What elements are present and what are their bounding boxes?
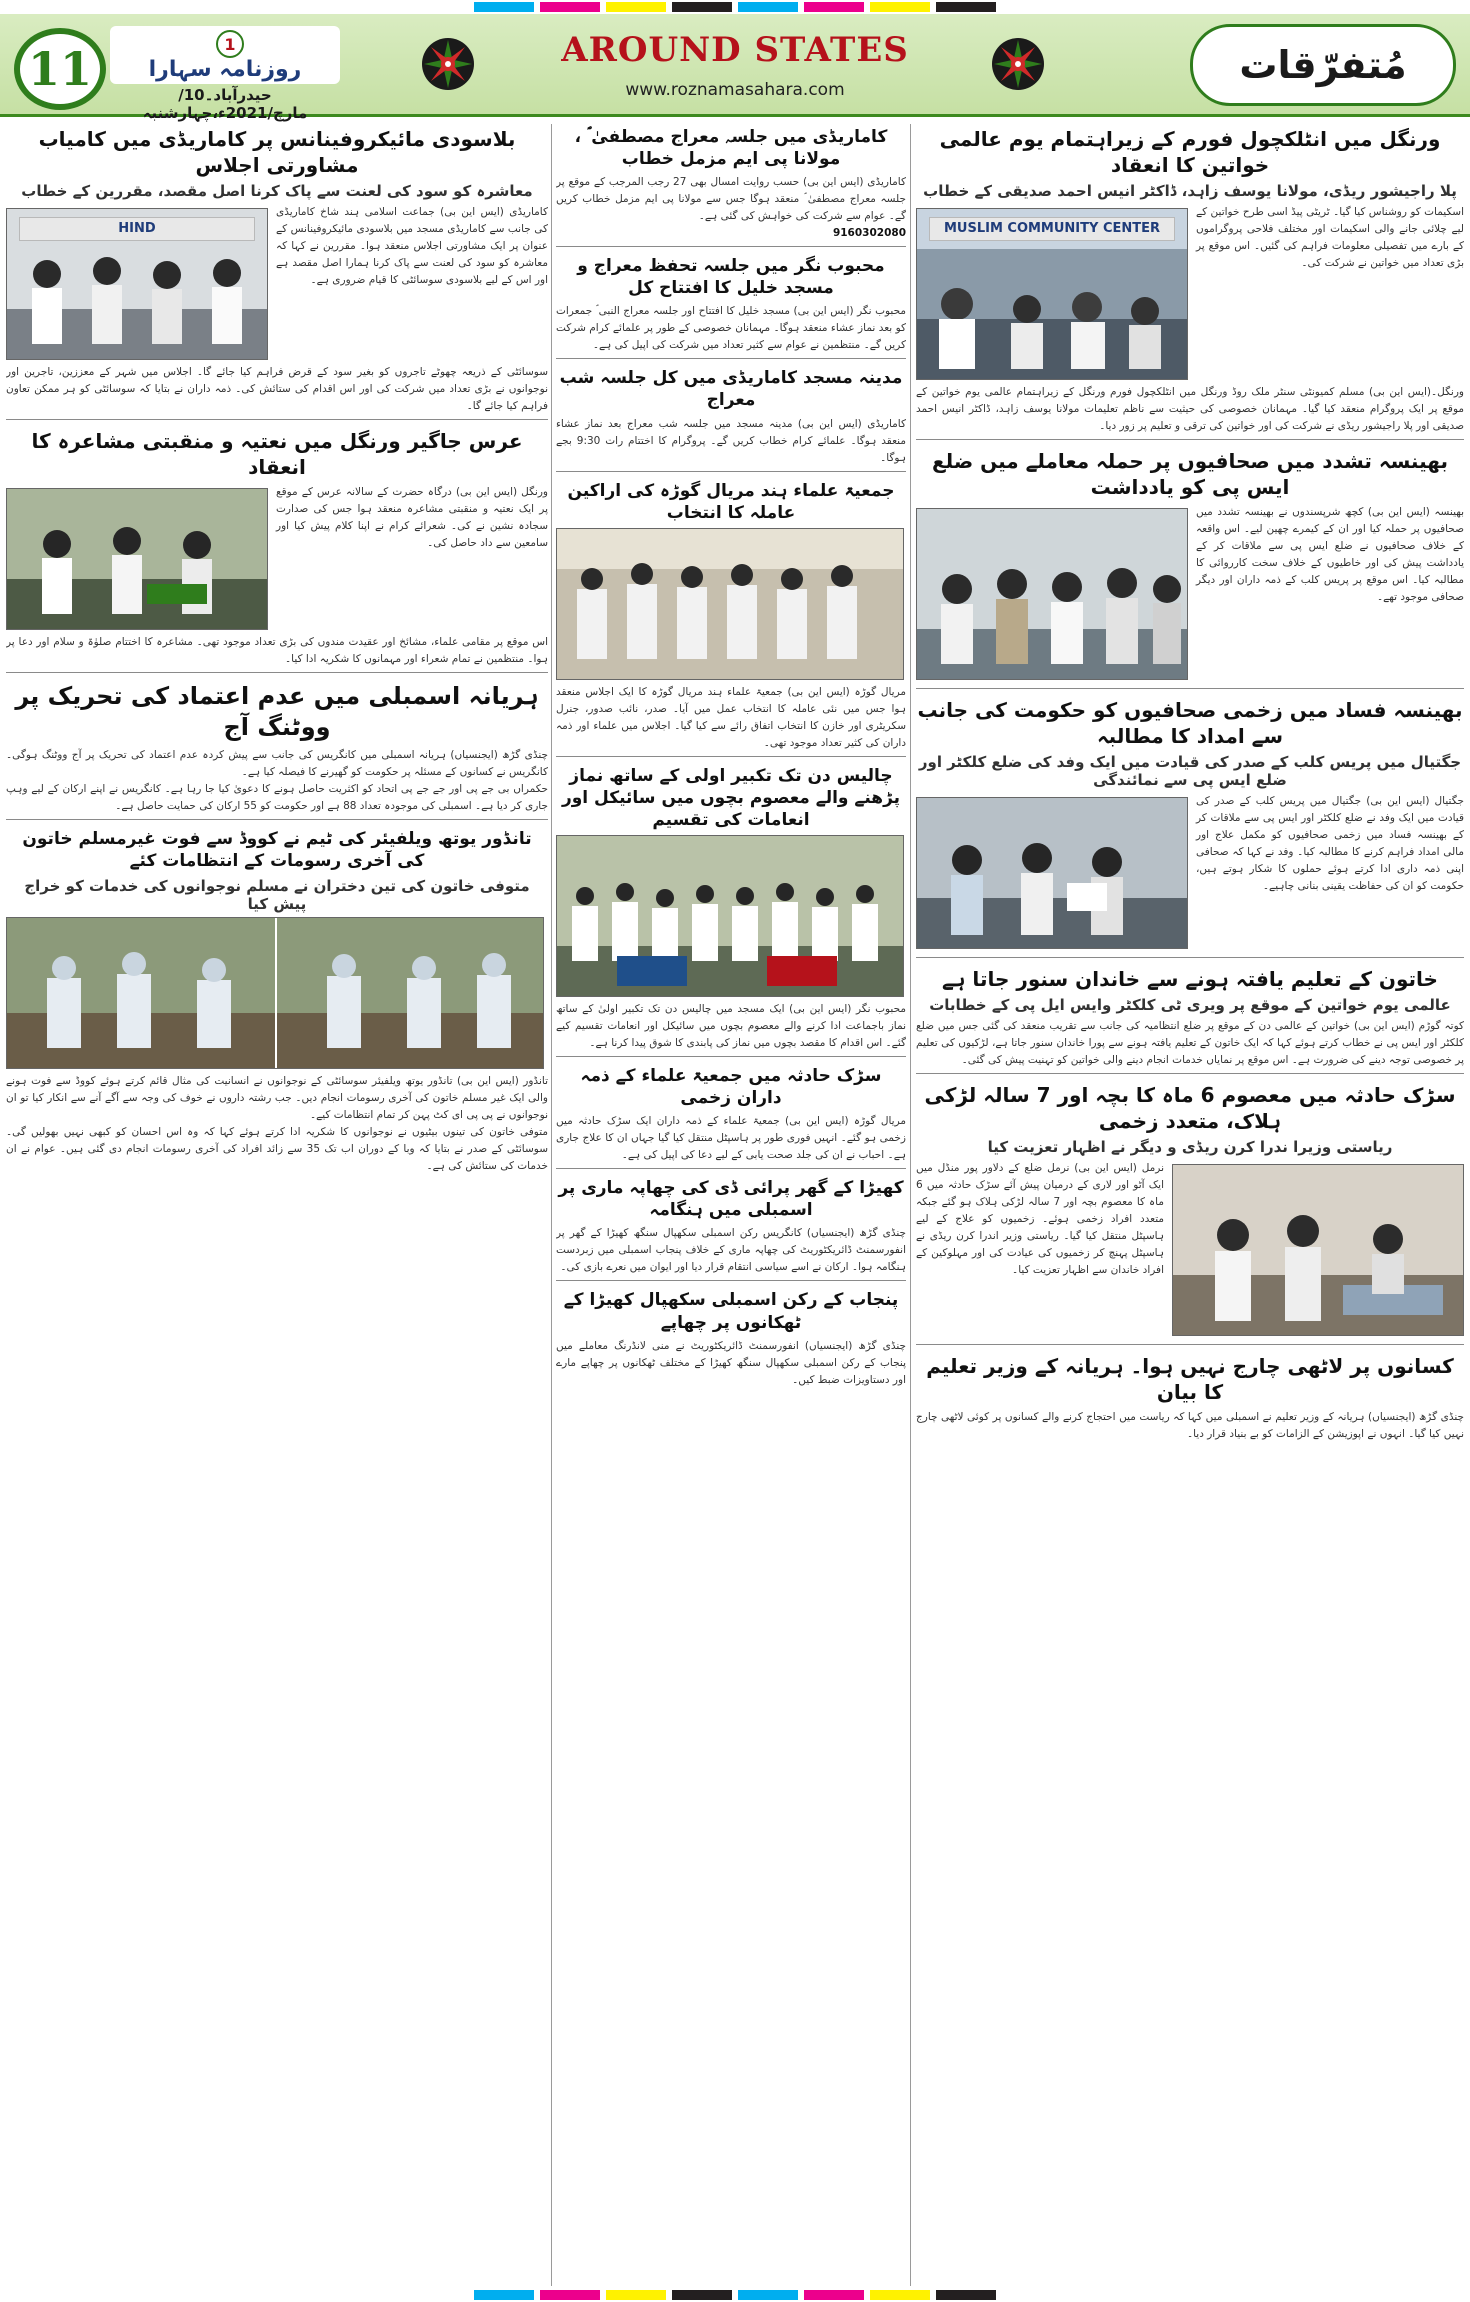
article-khaira-ed-raid-uproar xyxy=(556,1175,906,1281)
column-left xyxy=(6,124,548,2286)
headline: سڑک حادثہ میں جمعیۃ علماء کے ذمہ داران زخمی xyxy=(580,1066,882,1109)
section-name-urdu xyxy=(1190,24,1456,106)
section-title: AROUND STATES xyxy=(561,30,909,70)
news-photo xyxy=(6,488,268,630)
article-body: چنڈی گڑھ (ایجنسیاں) کانگریس رکن اسمبلی سکھپال سنگھ کھیڑا کے گھر پر انفورسمنٹ ڈائریکٹوریٹ کی چھاپہ ماری کے خلاف پنجاب اسمبلی میں زبردست ہنگامہ ہوا۔ ارکان نے اسے سیاسی انتقام قرار دیا اور ایوان میں نعرے بازی کی۔ xyxy=(556,1227,906,1274)
page-number: 11 xyxy=(27,42,92,96)
headline: چالیس دن تک تکبیر اولی کے ساتھ نماز پڑھنے والے معصوم بچوں میں سائیکل اور انعامات کی تقسیم xyxy=(561,765,901,830)
article-body: ورنگل (ایس این بی) درگاہ حضرت کے سالانہ عرس کے موقع پر ایک نعتیہ و منقبتی مشاعرہ منعقد ہوا جس کی صدارت سجادہ نشین نے کی۔ شعرائے کرام نے اپنا کلام پیش کیا اور سامعین سے داد حاصل کی۔ xyxy=(276,486,548,549)
article-body: حکمراں بی جے پی اور جے جے پی اتحاد کو اکثریت حاصل ہونے کا دعویٰ کیا جا رہا ہے۔ کانگریس نے اپنے ارکان کے لیے وہپ جاری کر دیا ہے۔ اسمبلی کی موجودہ تعداد 88 ہے اور حکومت کو 55 ارکان کی حمایت حاصل ہے۔ xyxy=(6,783,548,813)
article-body: محبوب نگر (ایس این بی) مسجد خلیل کا افتتاح اور جلسہ معراج النبی ؐ جمعرات کو بعد نماز عشاء منعقد ہوگا۔ مہمانان خصوصی کے طور پر علمائے کرام شرکت کریں گے۔ منتظمین نے عوام سے کثیر تعداد میں شرکت کی اپیل کی ہے۔ xyxy=(556,305,906,352)
article-educated-woman xyxy=(916,964,1464,1074)
news-photo xyxy=(556,835,904,997)
news-photo xyxy=(916,208,1188,380)
article-jamiat-accident xyxy=(556,1063,906,1169)
column-divider xyxy=(551,124,552,2286)
article-mahbubnagar-masjid xyxy=(556,253,906,359)
registration-strip-top xyxy=(0,0,1470,14)
headline: سڑک حادثہ میں معصوم 6 ماہ کا بچہ اور 7 سالہ لڑکی ہلاک، متعدد زخمی xyxy=(924,1083,1456,1133)
headline: کھیڑا کے گھر پرائی ڈی کی چھاپہ ماری پر اسمبلی میں ہنگامہ xyxy=(558,1178,904,1221)
article-body: بھینسہ (ایس این بی) کچھ شرپسندوں نے بھینسہ تشدد میں صحافیوں پر حملہ کیا اور ان کے کیمرے چھین لیے۔ اس واقعہ کے خلاف صحافیوں نے ضلع ایس پی سے ملاقات کر کے یادداشت پیش کی اور خاطیوں کے خلاف سخت کارروائی کا مطالبہ کیا۔ اس موقع پر پریس کلب کے ذمہ داران اور دیگر صحافی موجود تھے۔ xyxy=(1196,506,1464,603)
article-body: اس موقع پر مقامی علماء، مشائخ اور عقیدت مندوں کی بڑی تعداد موجود تھی۔ مشاعرہ کا اختتام صلوٰۃ و سلام اور دعا پر ہوا۔ منتظمین نے تمام شعراء اور مہمانوں کا شکریہ ادا کیا۔ xyxy=(6,636,548,665)
article-body: کوتہ گوڑم (ایس این بی) خواتین کے عالمی دن کے موقع پر ضلع انتظامیہ کی جانب سے تقریب منعقد کی گئی جس میں ضلع کلکٹر اور ایس پی نے خطاب کرتے ہوئے کہا کہ ایک خاتون کے تعلیم یافتہ ہونے سے پورا خاندان سنور جاتا ہے، لڑکیوں کی تعلیم پر خصوصی توجہ دینے کی ضرورت ہے۔ اس موقع پر نمایاں خدمات انجام دینے والی خواتین کو تہنیت پیش کی گئی۔ xyxy=(916,1020,1464,1066)
section-urdu-label: مُتفرّقات xyxy=(1239,43,1407,87)
headline: ورنگل میں انٹلکچول فورم کے زیراہتمام یوم عالمی خواتین کا انعقاد xyxy=(939,127,1441,177)
article-children-prayer-prizes xyxy=(556,763,906,1057)
subheadline: متوفی خاتون کی تین دختران نے مسلم نوجوانوں کی خدمات کو خراج پیش کیا xyxy=(24,876,530,913)
article-haryana-no-confidence xyxy=(6,679,548,820)
page-number-badge xyxy=(14,28,106,110)
article-body: جگتیال (ایس این بی) جگتیال میں پریس کلب کے صدر کی قیادت میں ایک وفد نے ضلع کلکٹر اور ایس پی سے ملاقات کر کے بھینسہ فساد میں زخمی صحافیوں کو مکمل علاج اور مالی امداد فراہم کرنے کا مطالبہ کیا۔ وفد نے کہا کہ صحافی اپنی ذمہ داری ادا کرتے ہوئے حملوں کا شکار ہوتے ہیں، حکومت کو ان کی حفاظت یقینی بنانی چاہیے۔ xyxy=(1196,795,1464,892)
headline: خاتون کے تعلیم یافتہ ہونے سے خاندان سنور جاتا ہے xyxy=(942,967,1438,991)
news-photo xyxy=(916,797,1188,949)
article-body: اسکیمات کو روشناس کیا گیا۔ ٹریٹی پیڈ اسی طرح خواتین کے لیے چلائی جانے والی اسکیمات اور مختلف فلاحی پروگراموں کے بارے میں تفصیلی معلومات فراہم کی گئیں۔ اس موقع پر بڑی تعداد میں خواتین نے شرکت کی۔ xyxy=(1196,206,1464,269)
publication-date: حیدرآباد۔10/مارچ/2021ء،چہارشنبہ xyxy=(142,86,308,122)
article-body: کاماریڈی (ایس این بی) حسب روایت امسال بھی 27 رجب المرجب کے موقع پر جلسہ معراج مصطفیٰ ؐ منعقد ہوگا جس سے مولانا پی ایم مزمل خطاب کریں گے۔ عوام سے شرکت کی خواہش کی گئی ہے۔ xyxy=(556,176,906,223)
phone-number: 9160302080 xyxy=(832,227,906,240)
news-photo xyxy=(6,208,268,360)
article-body: کاماریڈی (ایس این بی) مدینہ مسجد میں جلسہ شب معراج بعد نماز عشاء منعقد ہوگا۔ علمائے کرام خطاب کریں گے۔ پروگرام کا اختتام رات 9:30 بجے ہوگا۔ xyxy=(556,417,906,464)
subheadline: پلا راجیشور ریڈی، مولانا یوسف زاہد، ڈاکٹر انیس احمد صدیقی کے خطاب xyxy=(923,182,1457,200)
article-body: چنڈی گڑھ (ایجنسیاں) ہریانہ کے وزیر تعلیم نے اسمبلی میں کہا کہ ریاست میں احتجاج کرنے والے کسانوں پر کوئی لاٹھی چارج نہیں کیا گیا۔ انہوں نے اپوزیشن کے الزامات کو بے بنیاد قرار دیا۔ xyxy=(916,1411,1464,1440)
paper-name: روزنامہ سہارا xyxy=(148,57,302,82)
registration-strip-bottom xyxy=(0,2288,1470,2302)
headline: پنجاب کے رکن اسمبلی سکھپال کھیڑا کے ٹھکانوں پر چھاپے xyxy=(563,1290,899,1333)
website-url[interactable]: www.roznamasahara.com xyxy=(625,80,845,100)
column-right xyxy=(916,124,1464,2286)
svg-text:1: 1 xyxy=(224,35,236,54)
headline: ہریانہ اسمبلی میں عدم اعتماد کی تحریک پر ووٹنگ آج xyxy=(15,682,539,742)
article-haryana-farmers xyxy=(916,1351,1464,1447)
article-body: متوفی خاتون کی تینوں بیٹیوں نے نوجوانوں کا شکریہ ادا کرتے ہوئے کہا کہ وہ اس احسان کو کبھی نہیں بھولیں گی۔ سوسائٹی کے صدر نے بتایا کہ وبا کے دوران اب تک 35 سے زائد افراد کی آخری رسومات انجام دی گئی ہیں۔ عوام نے ان خدمات کی ستائش کی ہے۔ xyxy=(6,1125,548,1172)
headline: کاماریڈی میں جلسہ معراج مصطفیٰ ؐ ، مولانا پی ایم مزمل خطاب xyxy=(574,127,888,170)
newspaper-logo xyxy=(110,26,340,84)
news-photo xyxy=(6,917,544,1069)
headline: جمعیۃ علماء ہند مریال گوڑہ کی اراکین عاملہ کا انتخاب xyxy=(567,480,895,523)
headline: بھینسہ تشدد میں صحافیوں پر حملہ معاملے میں ضلع ایس پی کو یادداشت xyxy=(932,449,1448,499)
news-photo xyxy=(916,508,1188,680)
subheadline: ریاستی وزیرا ندرا کرن ریڈی و دیگر نے اظہار تعزیت کیا xyxy=(987,1138,1393,1156)
article-body: تانڈور (ایس این بی) تانڈور یوتھ ویلفیئر سوسائٹی کے نوجوانوں نے انسانیت کی مثال قائم کرتے ہوئے کووڈ سے فوت ہونے والی ایک غیر مسلم خاتون کی آخری رسومات انجام دیں۔ جب رشتہ داروں نے خوف کی وجہ سے آگے آنے سے انکار کیا تو ان نوجوانوں نے پی پی ای کٹ پہن کر تمام انتظامات کیے۔ xyxy=(6,1074,548,1121)
article-body: کاماریڈی (ایس این بی) جماعت اسلامی ہند شاخ کاماریڈی کی جانب سے کاماریڈی مسجد میں بلاسودی مائیکروفینانس کے عنوان پر ایک مشاورتی اجلاس منعقد ہوا۔ مقررین نے کہا کہ معاشرہ کو سود کی لعنت سے پاک کرنا ہمارا اصل مقصد ہے اور اس کے لیے بلاسودی سوسائٹی کا قیام ضروری ہے۔ xyxy=(276,206,548,286)
article-jamiat-election xyxy=(556,478,906,757)
column-divider xyxy=(910,124,911,2286)
article-interest-free-microfinance xyxy=(6,124,548,420)
rosette-icon xyxy=(420,36,476,92)
column-middle xyxy=(556,124,906,2286)
headline: عرس جاگیر ورنگل میں نعتیہ و منقبتی مشاعرہ کا انعقاد xyxy=(31,429,523,479)
subheadline: عالمی یوم خواتین کے موقع پر ویری ٹی کلکٹر وایس ایل پی کے خطابات xyxy=(929,996,1451,1014)
subheadline: جگتیال میں پریس کلب کے صدر کی قیادت میں ایک وفد کی ضلع کلکٹر اور ضلع ایس پی سے نمائندگی xyxy=(918,753,1462,789)
article-body: چنڈی گڑھ (ایجنسیاں) ہریانہ اسمبلی میں کانگریس کی جانب سے پیش کردہ عدم اعتماد کی تحریک پر آج ووٹنگ ہوگی۔ کانگریس نے کسانوں کے مسئلہ پر حکومت کو گھیرنے کا فیصلہ کیا ہے۔ xyxy=(6,749,548,779)
article-bhainsa-journalists xyxy=(916,446,1464,689)
article-body: سوسائٹی کے ذریعہ چھوٹے تاجروں کو بغیر سود کے قرض فراہم کیا جائے گا۔ اجلاس میں شہر کے معززین، تاجرین اور نوجوانوں نے بڑی تعداد میں شرکت کی اور اس اقدام کی ستائش کی۔ ذمہ داران نے بتایا کہ سوسائٹی کو ہر ممکن تعاون فراہم کیا جائے گا۔ xyxy=(6,366,548,412)
article-road-accident-nirmal xyxy=(916,1080,1464,1345)
headline: بلاسودی مائیکروفینانس پر کاماریڈی میں کامیاب مشاورتی اجلاس xyxy=(38,127,516,177)
headline: محبوب نگر میں جلسہ تحفظ معراج و مسجد خلیل کا افتتاح کل xyxy=(577,256,885,299)
article-khaira-raids xyxy=(556,1287,906,1392)
article-body: مریال گوڑہ (ایس این بی) جمعیۃ علماء کے ذمہ داران ایک سڑک حادثہ میں زخمی ہو گئے۔ انہیں فوری طور پر ہاسپٹل منتقل کیا گیا جہاں ان کا علاج جاری ہے۔ احباب نے ان کی جلد صحت یابی کے لیے دعا کی اپیل کی ہے۔ xyxy=(556,1115,906,1162)
article-body: ورنگل۔(ایس این بی) مسلم کمیونٹی سنٹر ملک روڈ ورنگل میں انٹلکچول فورم ورنگل کے زیراہتمام عالمی یوم خواتین کے موقع پر ایک پروگرام منعقد کیا گیا۔ مہمانان خصوصی کی حیثیت سے ناظم تعلیمات مولانا یوسف زاہد، ڈاکٹر انیس احمد صدیقی اور پلا راجیشور ریڈی نے شرکت کی اور خواتین کی ترقی و تعلیم پر زور دیا۔ xyxy=(916,386,1464,432)
article-tandur-youth-welfare xyxy=(6,826,548,1178)
headline: مدینہ مسجد کاماریڈی میں کل جلسہ شب معراج xyxy=(559,368,903,411)
rosette-icon xyxy=(990,36,1046,92)
masthead xyxy=(0,14,1470,122)
article-body: محبوب نگر (ایس این بی) ایک مسجد میں چالیس دن تک تکبیر اولیٰ کے ساتھ نماز باجماعت ادا کرنے والے معصوم بچوں میں سائیکل اور انعامات تقسیم کیے گئے۔ اس اقدام کا مقصد بچوں میں نماز کی پابندی کا شوق پیدا کرنا ہے۔ xyxy=(556,1003,906,1050)
article-warangal-womens-day xyxy=(916,124,1464,440)
photo-banner: MUSLIM COMMUNITY CENTER xyxy=(929,217,1175,241)
article-body: مریال گوڑہ (ایس این بی) جمعیۃ علماء ہند مریال گوڑہ کا ایک اجلاس منعقد ہوا جس میں نئی عاملہ کا انتخاب عمل میں آیا۔ صدر، نائب صدور، جنرل سکریٹری اور خازن کا انتخاب اتفاق رائے سے کیا گیا۔ اجلاس میں علماء اور ذمہ داران کی کثیر تعداد موجود تھی۔ xyxy=(556,685,906,749)
article-jagtial-press-club xyxy=(916,695,1464,958)
news-photo xyxy=(1172,1164,1464,1336)
photo-banner: HIND xyxy=(19,217,255,241)
subheadline: معاشرہ کو سود کی لعنت سے پاک کرنا اصل مقصد، مقررین کے خطاب xyxy=(21,182,533,200)
headline: بھینسہ فساد میں زخمی صحافیوں کو حکومت کی جانب سے امداد کا مطالبہ xyxy=(917,698,1463,748)
headline: کسانوں پر لاٹھی چارج نہیں ہوا۔ ہریانہ کے وزیر تعلیم کا بیان xyxy=(926,1354,1454,1404)
article-body: نرمل (ایس این بی) نرمل ضلع کے دلاور پور منڈل میں ایک آٹو اور لاری کے درمیان پیش آئے سڑک حادثہ میں 6 ماہ کا معصوم بچہ اور 7 سالہ لڑکی ہلاک ہو گئے جبکہ متعدد افراد زخمی ہوئے۔ زخمیوں کو علاج کے لیے ہاسپٹل منتقل کیا گیا۔ ریاستی وزیر اندرا کرن ریڈی نے ہاسپٹل پہنچ کر زخمیوں کی عیادت کی اور مہلوکین کے افراد خاندان سے اظہار تعزیت کیا۔ xyxy=(916,1162,1164,1276)
news-photo xyxy=(556,528,904,680)
article-body: چنڈی گڑھ (ایجنسیاں) انفورسمنٹ ڈائریکٹوریٹ نے منی لانڈرنگ معاملے میں پنجاب کے رکن اسمبلی سکھپال سنگھ کھیڑا کے مختلف ٹھکانوں پر چھاپے مارے اور دستاویزات ضبط کیں۔ xyxy=(556,1339,906,1386)
article-kamareddy-meraj xyxy=(556,124,906,247)
headline: تانڈور یوتھ ویلفیئر کی ٹیم نے کووڈ سے فوت غیرمسلم خاتون کی آخری رسومات کے انتظامات کئے xyxy=(22,829,532,872)
article-urs-mushaira xyxy=(6,426,548,673)
article-madina-masjid xyxy=(556,365,906,471)
